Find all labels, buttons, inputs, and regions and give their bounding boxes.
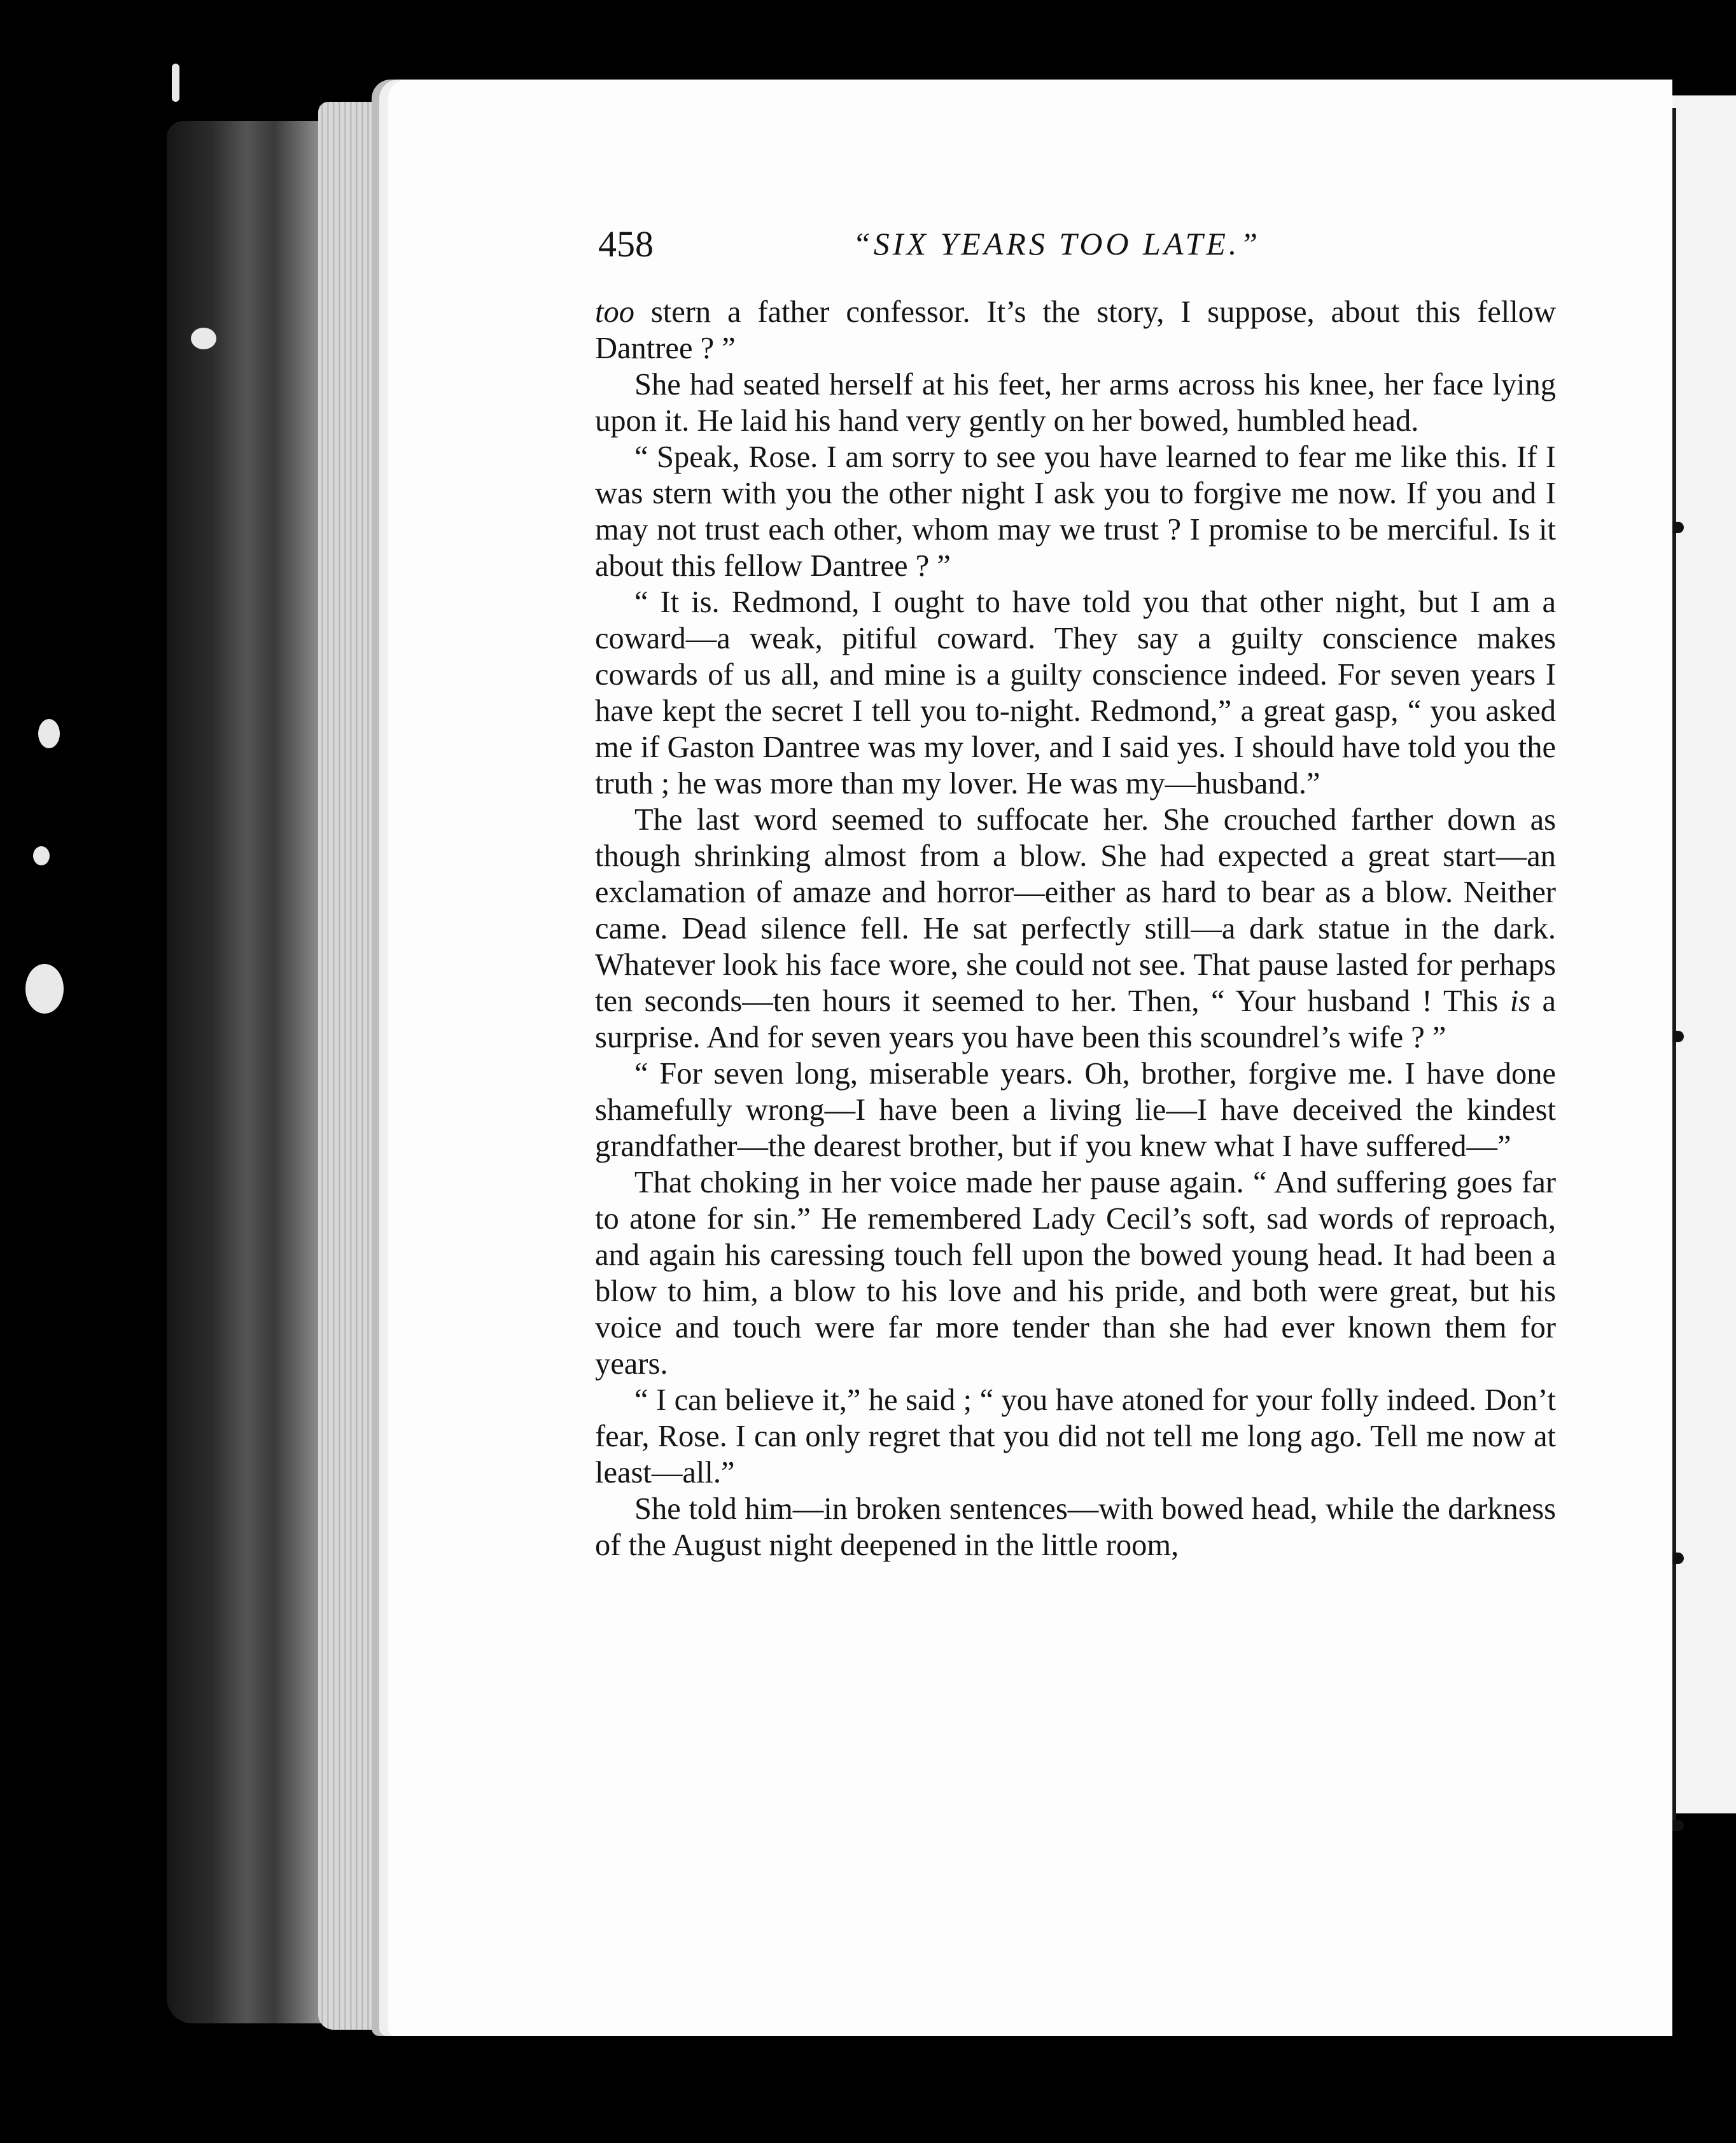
dust-speck [25, 964, 64, 1014]
dust-speck [33, 846, 50, 865]
paragraph: She told him—in broken sentences—with bowed head, while the darkness of the August night deepened in the little room, [595, 1492, 1556, 1562]
dust-speck [172, 64, 179, 102]
paragraph: That choking in her voice made her pause again. “ And suffering goes far to atone for sin.” He remembered Lady Cecil’s soft, sad words of reproach, and again his caressing touch fell upon the bowed young head. It had been a blow to him, a blow to his love and his pride, and both were great, but his voice and touch were far more tender than she had ever known them for years. [595, 1166, 1556, 1381]
page-number: 458 [598, 223, 654, 265]
paragraph: “ Speak, Rose. I am sorry to see you have learned to fear me like this. If I was stern with you the other night I ask you to forgive me now. If you and I may not trust each other, whom may we trust ? I promise to be merciful. Is it about this fellow Dantree ? ” [595, 440, 1556, 583]
paragraph: “ It is. Redmond, I ought to have told you that other night, but I am a coward—a weak, pitiful coward. They say a guilty conscience makes cowards of us all, and mine is a guilty conscience indeed. For seven years I have kept the secret I tell you to-night. Redmond,” a great gasp, “ you asked me if Gaston Dantree was my lover, and I said yes. I should have told you the truth ; he was more than my lover. He was my—husband.” [595, 585, 1556, 800]
paragraph: “ I can believe it,” he said ; “ you have atoned for your folly indeed. Don’t fear, Rose. I can only regret that you did not tell me long ago. Tell me now at least—all.” [595, 1383, 1556, 1490]
page-header [598, 223, 1546, 274]
italic-word: too [595, 295, 634, 329]
running-title: “SIX YEARS TOO LATE.” [853, 226, 1261, 262]
dust-speck [191, 328, 216, 349]
paragraph: The last word seemed to suffocate her. She crouched farther down as though shrinking almost from a blow. She had expected a great start—an exclamation of amaze and horror—either as hard to bear as a blow. Neither came. Dead silence fell. He sat perfectly still—a dark statue in the dark. Whatever look his face wore, she could not see. That pause lasted for perhaps ten seconds—ten hours it seemed to her. Then, “ Your husband ! This is a surprise. And for seven years you have been this scoundrel’s wife ? ” [595, 803, 1556, 1054]
paragraph: too stern a father confessor. It’s the story, I suppose, about this fellow Dantree ? ” [595, 295, 1556, 365]
paragraph: “ For seven long, miserable years. Oh, brother, forgive me. I have done shamefully wrong—I have been a living lie—I have deceived the kindest grandfather—the dearest brother, but if you knew what I have suffered—” [595, 1057, 1556, 1163]
italic-word: is [1509, 984, 1531, 1018]
dust-speck [38, 719, 60, 748]
paragraph: She had seated herself at his feet, her arms across his knee, her face lying upon it. He laid his hand very gently on her bowed, humbled head. [595, 368, 1556, 438]
page-edges [318, 102, 395, 2030]
page-body [595, 294, 1556, 1563]
